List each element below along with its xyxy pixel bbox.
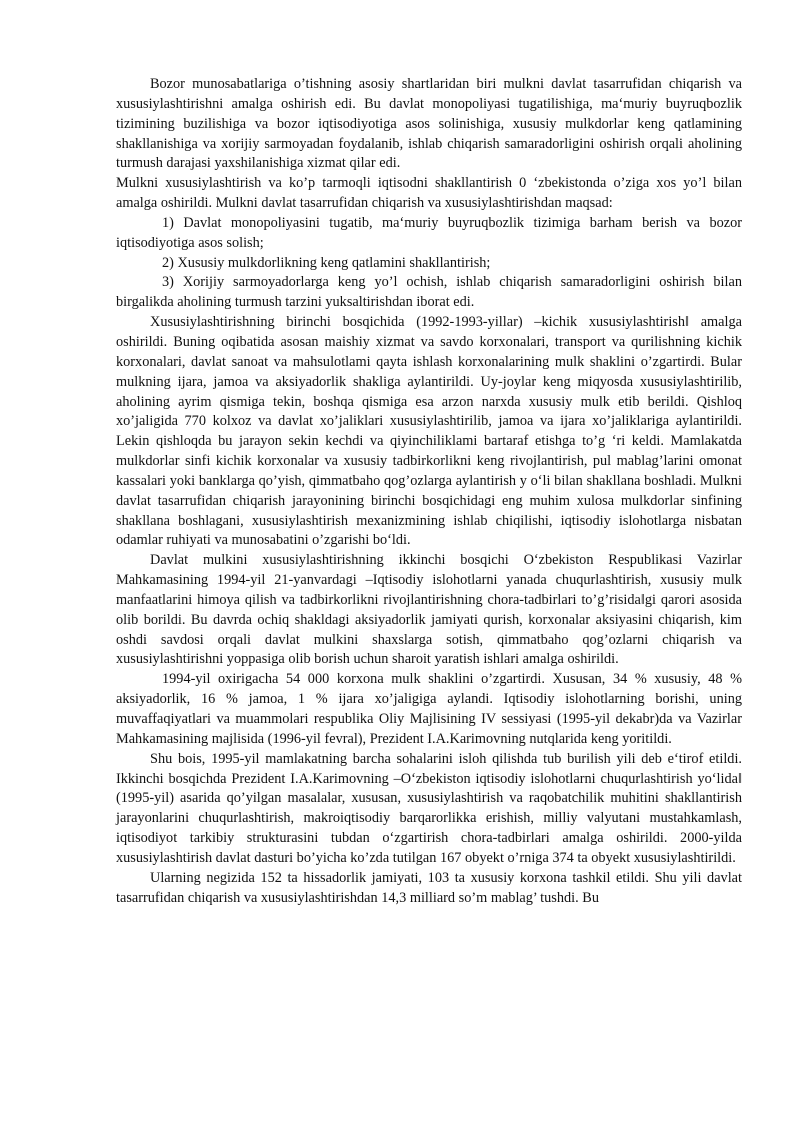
paragraph-2: Mulkni xususiylashtirish va ko’p tarmoqli iqtisodni shakllantirish 0 ‘zbekistonda o’ziga xos yo’l bilan amalga oshirildi. Mulkni davlat tasarrufidan chiqarish va xususiylashtirishdan maqsad: [116,175,742,212]
paragraph-5: 3) Xorijiy sarmoyadorlarga keng yo’l ochish, ishlab chiqarish samaradorligini oshirish bilan birgalikda aholining turmush tarzini yuksaltirishdan iborat edi. [116,274,742,311]
paragraph-8: 1994-yil oxirigacha 54 000 korxona mulk shaklini o’zgartirdi. Xususan, 34 % xususiy, 48 % aksiyadorlik, 16 % jamoa, 1 % ijara xo’jaligiga aylandi. Iqtisodiy islohotlarning borishi, uning muvaffaqiyatlari va muammolari respublika Oliy Majlisining IV sessiyasi (1995-yil dekabr)da va Vazirlar Mahkamasining majlisida (1996-yil fevral), Prezident I.A.Karimovning nutqlarida keng yoritildi. [116,671,742,747]
paragraph-6: Xususiylashtirishning birinchi bosqichida (1992-1993-yillar) –kichik xususiylashtirish‖ amalga oshirildi. Buning oqibatida asosan maishiy xizmat va savdo korxonalari, transport va qurilishning kichik korxonalari, davlat sanoat va mahsulotlami qayta ishlash korxonalarining mulk shaklini o’zgartirdi. Bular mulkning ijara, jamoa va aksiyadorlik shakliga aylantirildi. Uy-joylar keng miqyosda xususiylashtirilib, aholining ayrim qismiga tekin, boshqa qismiga esa arzon narxda xususiy mulk etib berildi. Qishloq xo’jaligida 770 kolxoz va davlat xo’jaliklari xususiylashtirilib, jamoa va ijara xo’jaliklariga aylantirildi. Lekin qishloqda bu jarayon sekin kechdi va qiyinchiliklami bartaraf etishga to’g ‘ri keldi. Mamlakatda mulkdorlar sinfi kichik korxonalar va xususiy tadbirkorlikni keng rivojlantirish, pul mablag’larini omonat kassalari yoki banklarga qo’yish, qimmatbaho qog’ozlarga aylantirish y o‘li bilan shakllana boshladi. Mulkni davlat tasarrufidan chiqarish jarayonining birinchi bosqichidagi eng muhim xulosa mulkdorlar sinfining shakllana boshlagani, xususiylashtirish mexanizmining ishlab chiqilishi, iqtisodiy islohotlarga nisbatan odamlar ruhiyati va munosabatini o’zgarishi bo‘ldi. [116,314,742,549]
paragraph-1: Bozor munosabatlariga o’tishning asosiy shartlaridan biri mulkni davlat tasarrufidan chiqarish va xususiylashtirishni amalga oshirish edi. Bu davlat monopoliyasi tugatilishiga, ma‘muriy buyruqbozlik tizimining buzilishiga va bozor iqtisodiyotiga asos solinishiga, xususiy mulkdorlar keng qatlamining shakllanishiga va xorijiy sarmoyadan foydalanib, ishlab chiqarish samaradorligini oshirish orqali aholining turmush darajasi yaxshilanishiga xizmat qilar edi. [116,76,742,172]
paragraph-3: 1) Davlat monopoliyasini tugatib, ma‘muriy buyruqbozlik tizimiga barham berish va bozor iqtisodiyotiga asos solish; [116,214,742,251]
paragraph-4: 2) Xususiy mulkdorlikning keng qatlamini shakllantirish; [162,254,491,271]
paragraph-9: Shu bois, 1995-yil mamlakatning barcha sohalarini isloh qilishda tub burilish yili deb e‘tirof etildi. Ikkinchi bosqichda Prezident I.A.Karimovning –O‘zbekiston iqtisodiy islohotlarni chuqurlashtirish yo‘lida‖ (1995-yil) asarida qo’yilgan masalalar, xususan, xususiylashtirish va raqobatchilik muhitini shakllantirish jarayonlarini chuqurlashtirish, makroiqtisodiy barqarorlikka erishish, milliy valyutani mustahkamlash, iqtisodiyot tarkibiy strukturasini tubdan o‘zgartirish chora-tadbirlari amalga oshirildi. 2000-yilda xususiylashtirish davlat dasturi bo’yicha ko’zda tutilgan 167 obyekt o’rniga 374 ta obyekt xususiylashtirildi. [116,750,742,866]
paragraph-7: Davlat mulkini xususiylashtirishning ikkinchi bosqichi O‘zbekiston Respublikasi Vazirlar Mahkamasining 1994-yil 21-yanvardagi –Iqtisodiy islohotlarni yanada chuqurlashtirish, xususiy mulk manfaatlarini himoya qilish va tadbirkorlikni rivojlantirishning chora-tadbirlari to’g’risida‖gi qarori asosida olib borildi. Bu davrda ochiq shakldagi aksiyadorlik jamiyati qurish, korxonalar aksiyasini chiqarish, kim oshdi savdosi orqali davlat mulkini shaxslarga sotish, qimmatbaho qog’ozlarni chiqarish va xususiylashtirishni yoppasiga olib borish uchun sharoit yaratish ishlari amalga oshirildi. [116,552,742,668]
paragraph-10: Ularning negizida 152 ta hissadorlik jamiyati, 103 ta xususiy korxona tashkil etildi. Shu yili davlat tasarrufidan chiqarish va xususiylashtirishdan 14,3 milliard so’m mablag’ tushdi. Bu [116,869,742,906]
